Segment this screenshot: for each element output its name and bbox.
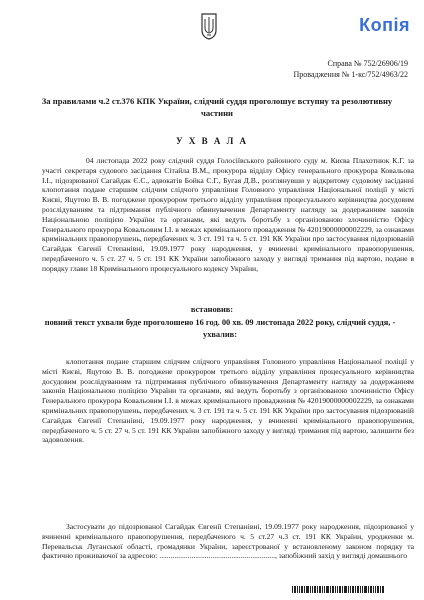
intro-paragraph: 04 листопада 2022 року слідчий суддя Голосіївського районного суду м. Києва Плахотнюк К.Г. за участі секретаря судового засідання Сітайла В.М., прокурора відділу Офісу генерального прокурора Ковальова І.І., підозрюваної Сагайдак Є.С., адвокатів Бойка С.Г., Бугая Д.В., розглянувши у відкритому судовому засіданні клопотання подане старшим слідчим слідчого управління Головного управління Національної поліції у місті Києві, Яцутою В. В. погоджене прокурором третього відділу управління процесуального керівництва досудовим розслідуванням та підтримання публічного обвинувачення Департаменту нагляду за додержанням законів Національною поліцією України та органами, які ведуть боротьбу з організованою злочинністю Офісу Генерального прокурора Ковальовим І.І. в межах кримінального провадження № 42019000000002229, за ознаками кримінальних правопорушень, передбачених ч. 3 ст. 191 та ч. 5 ст. 191 КК України про застосування підозрюваній Сагайдак Євгенії Степанівні, 19.09.1977 року народження, у вчиненні кримінального правопорушення, передбаченого ч. 5 ст. 27 ч. 5 ст. 191 КК України запобіжного заходу у вигляді тримання під вартою, подане в порядку глави 18 Кримінального процесуального кодексу України, <box>42 156 414 273</box>
fulltext-notice <box>40 317 400 341</box>
barcode-icon <box>292 586 386 596</box>
case-number: Справа № 752/26906/19 <box>327 59 408 68</box>
resolution-paragraph: клопотання подане старшим слідчим слідчого управління Головного управління Національної поліції у місті Києві, Яцутою В. В. погоджене прокурором третього відділу управління процесуального керівництва досудовим розслідуванням та підтримання публічного обвинувачення Департаменту нагляду за додержанням законів Національною поліцією України та органами, які ведуть боротьбу з організованою злочинністю Офісу Генерального прокурора Ковальовим І.І. в межах кримінального провадження № 42019000000002229, за ознаками кримінальних правопорушень, передбачених ч. 3 ст. 191 та ч. 5 ст. 191 КК України про застосування підозрюваній Сагайдак Євгенії Степанівні, 19.09.1977 року народження, у вчиненні кримінального правопорушення, передбаченого ч. 5 ст. 27 ч. 5 ст. 191 КК України запобіжного заходу у вигляді тримання під вартою, залишити без задоволення. <box>42 357 414 445</box>
apply-paragraph: Застосувати до підозрюваної Сагайдак Євгенії Степанівні, 19.09.1977 року народження, підозрюваної у вчиненні кримінального правопорушення, передбаченого ч. 5 ст.27 ч.3 ст. 191 КК України, уродженки м. Перевальськ Луганської області, громадянки України, зареєстрованої у встановленому законом порядку та фактично проживаючої за адресою: ............................................................., запобіжний захід у вигляді домашнього <box>42 522 414 561</box>
established-label: встановив: <box>190 305 234 314</box>
ruled-label: ухвалив: <box>203 330 237 339</box>
proceeding-number: Провадження № 1-кс/752/4963/22 <box>293 70 408 79</box>
copy-stamp: Копія <box>359 15 410 35</box>
trident-emblem-icon <box>200 12 218 40</box>
document-title: У Х В А Л А <box>175 136 249 146</box>
fulltext-notice-text: повний текст ухвали буде проголошено 16 год. 00 хв. 09 листопада 2022 року, слідчий суддя, - <box>44 318 396 327</box>
intro-heading: За правилами ч.2 ст.376 КПК України, слідчий суддя проголошує вступну та резолютивну частини <box>41 96 393 118</box>
case-info <box>238 58 408 80</box>
